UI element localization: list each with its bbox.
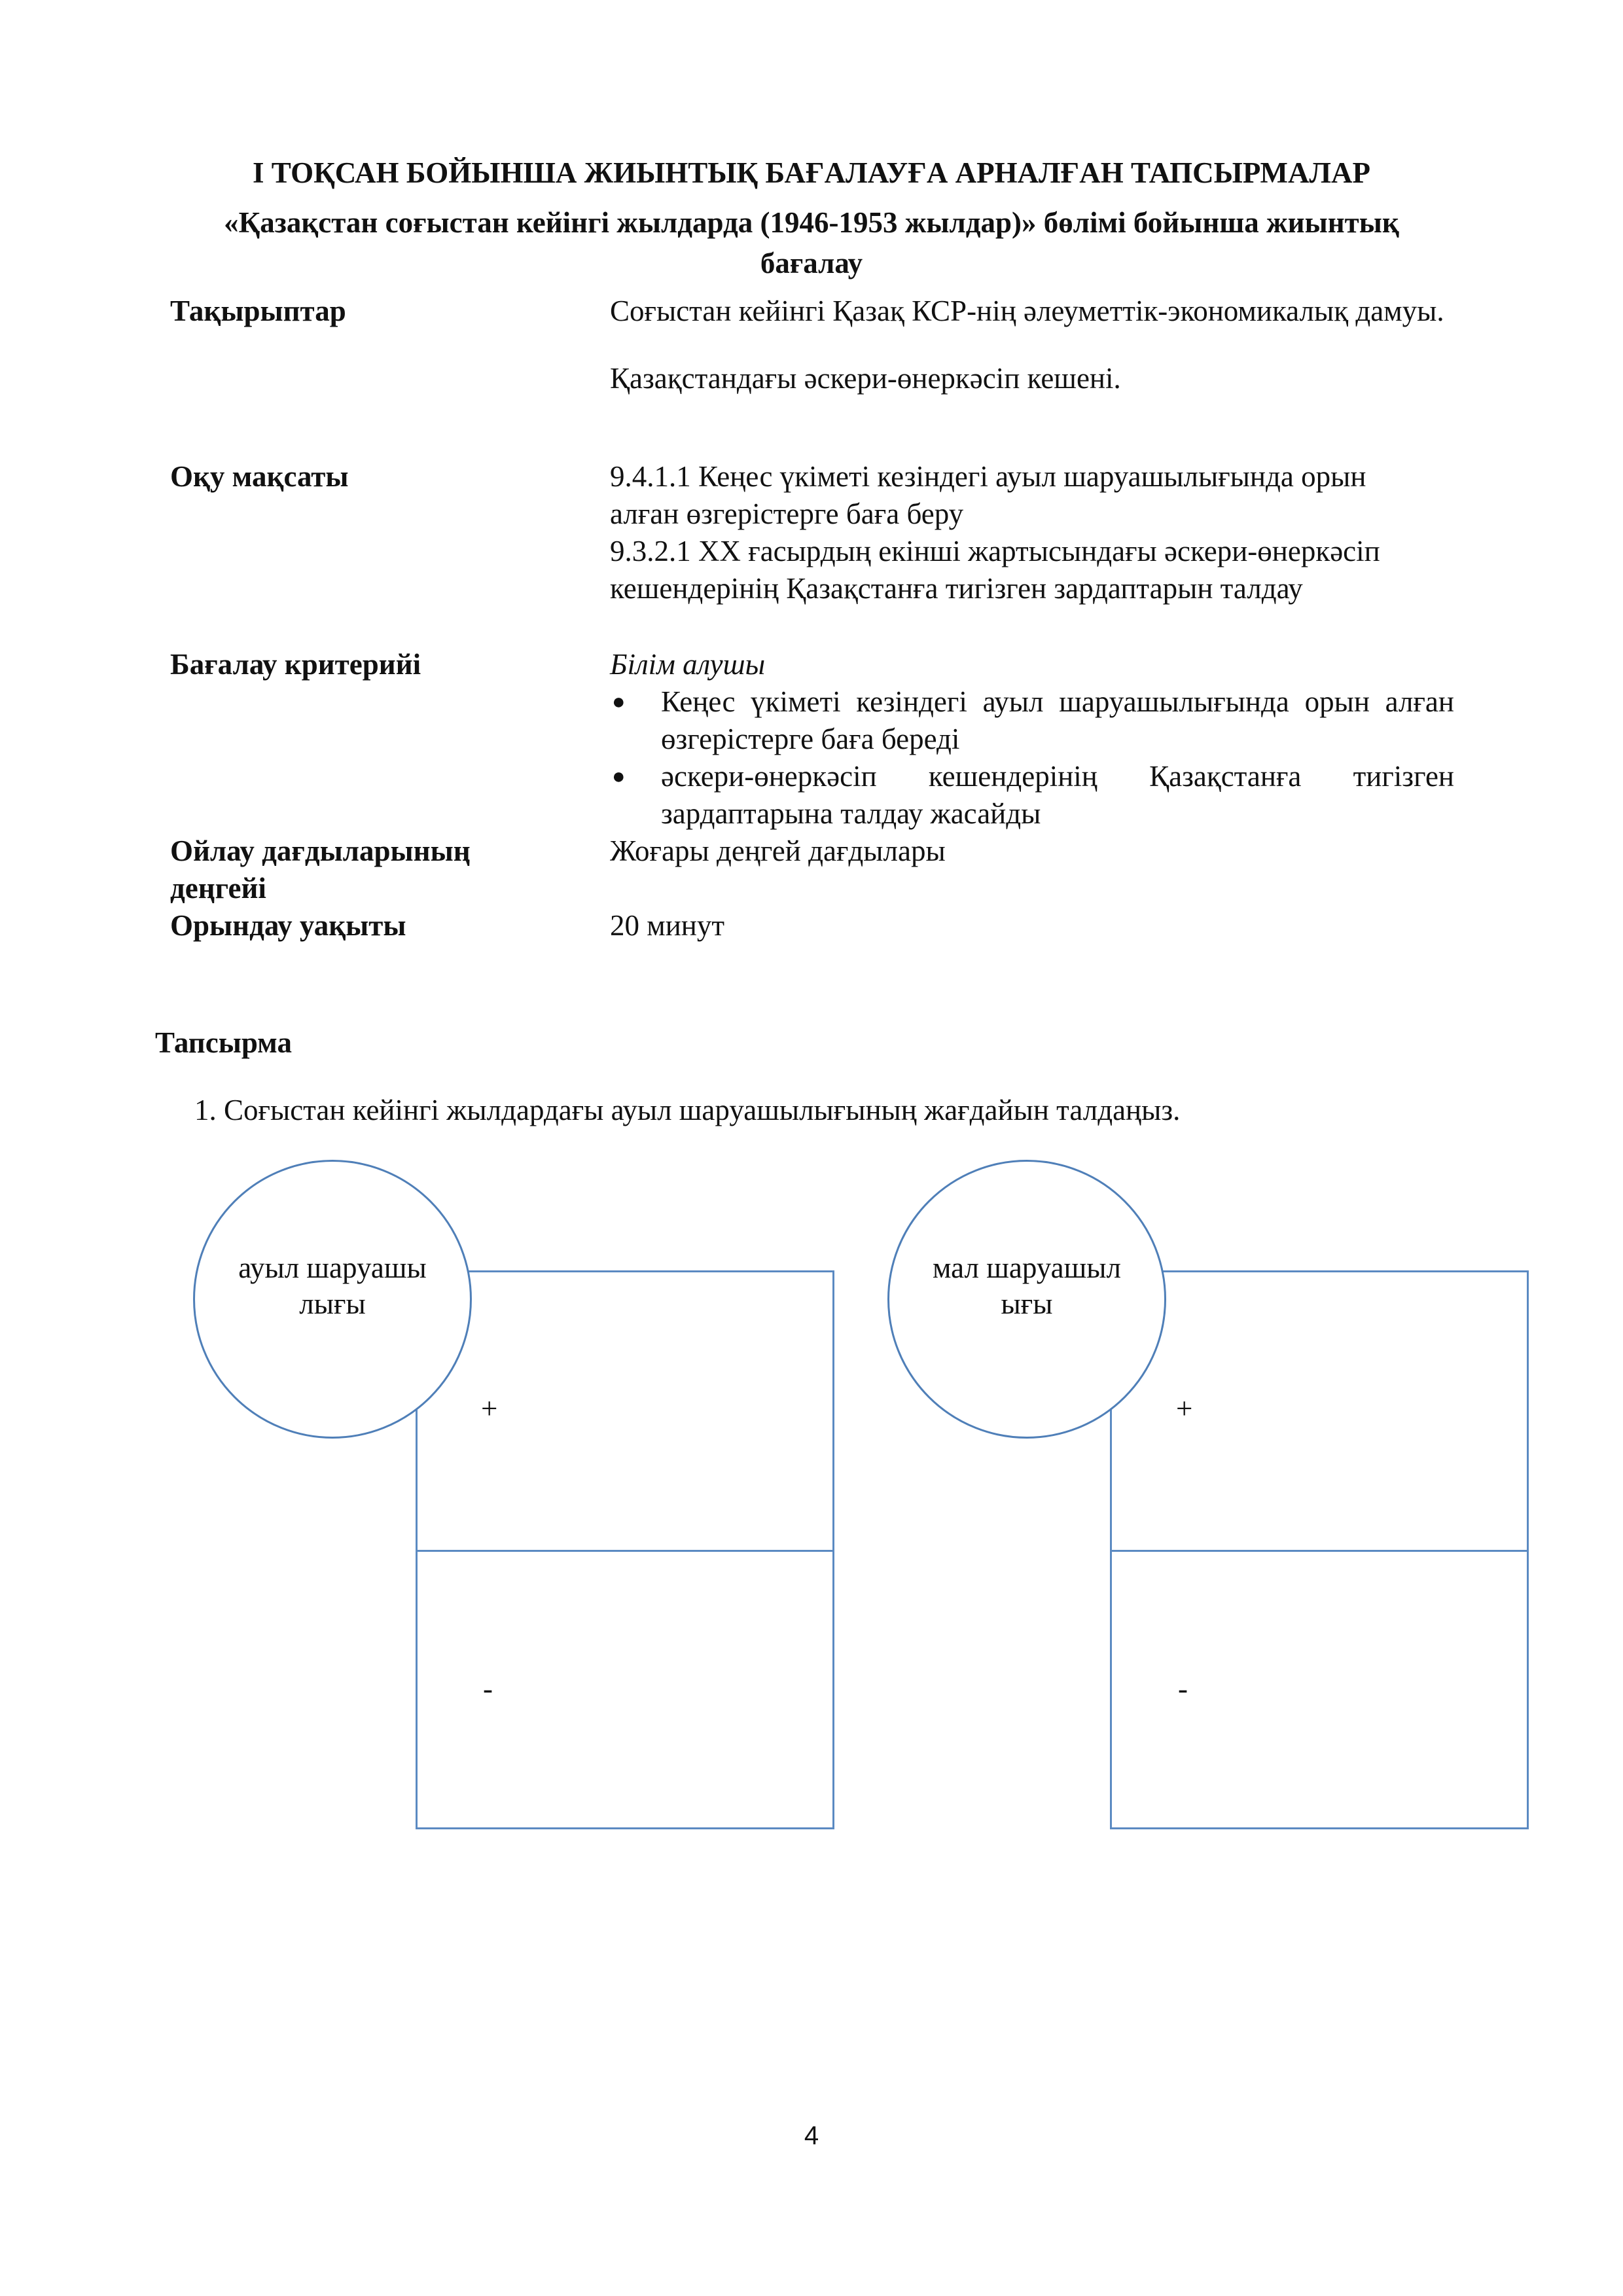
goals-label: Оқу мақсаты [170,460,349,493]
page-number: 4 [804,2121,819,2150]
time-label: Орындау уақыты [170,909,406,942]
thinking-value: Жоғары деңгей дағдылары [610,834,946,867]
minus-sign: - [483,1672,493,1705]
plus-sign: + [481,1392,498,1425]
topics-label: Тақырыптар [170,295,346,327]
category-circle-left [193,1160,472,1439]
circle-label: мал шаруашылығы [933,1251,1121,1320]
thinking-label: Ойлау дағдыларының деңгейі [170,834,471,905]
criteria-intro: Білім алушы [610,648,766,681]
topics-value [610,293,1454,397]
criteria-value [610,646,1454,833]
criteria-text: Кеңес үкіметі кезіндегі ауыл шаруашылығында орын алған өзгерістерге баға береді [661,685,1454,755]
box-divider [418,1550,832,1552]
criteria-label: Бағалау критерийі [170,648,421,681]
criteria-item [610,758,1454,833]
answer-box-right[interactable] [1110,1270,1529,1829]
goal-item: 9.4.1.1 Кеңес үкіметі кезіндегі ауыл шаруашылығында орын алған өзгерістерге баға беру [610,460,1366,530]
criteria-text: әскери-өнеркәсіп кешендерінің Қазақстанға тигізген зардаптарына талдау жасайды [661,760,1454,830]
bullet-icon: ● [612,764,626,789]
minus-sign: - [1178,1672,1188,1705]
task-item: 1. Соғыстан кейінгі жылдардағы ауыл шаруашылығының жағдайын талдаңыз. [194,1094,1181,1126]
topic-item: Қазақстандағы әскери-өнеркәсіп кешені. [610,362,1121,395]
goals-value [610,458,1395,607]
time-value: 20 минут [610,909,725,942]
box-divider [1112,1550,1527,1552]
category-circle-right [887,1160,1166,1439]
answer-box-left[interactable] [416,1270,834,1829]
topic-item: Соғыстан кейінгі Қазақ КСР-нің әлеуметтік-экономикалық дамуы. [610,295,1444,327]
criteria-item [610,683,1454,758]
goal-item: 9.3.2.1 ХХ ғасырдың екінші жартысындағы әскери-өнеркәсіп кешендерінің Қазақстанға тигізген зардаптарын талдау [610,535,1380,605]
page-title: І ТОҚСАН БОЙЫНША ЖИЫНТЫҚ БАҒАЛАУҒА АРНАЛҒАН ТАПСЫРМАЛАР [252,156,1370,189]
subtitle-line-2: бағалау [760,247,863,279]
circle-label: ауыл шаруашылығы [238,1251,427,1320]
task-heading: Тапсырма [155,1026,293,1059]
bullet-icon: ● [612,690,626,714]
page-subtitle [131,202,1492,283]
subtitle-line-1: «Қазақстан соғыстан кейінгі жылдарда (1946-1953 жылдар)» бөлімі бойынша жиынтық [224,206,1399,239]
criteria-list [610,683,1454,833]
plus-sign: + [1176,1392,1193,1425]
